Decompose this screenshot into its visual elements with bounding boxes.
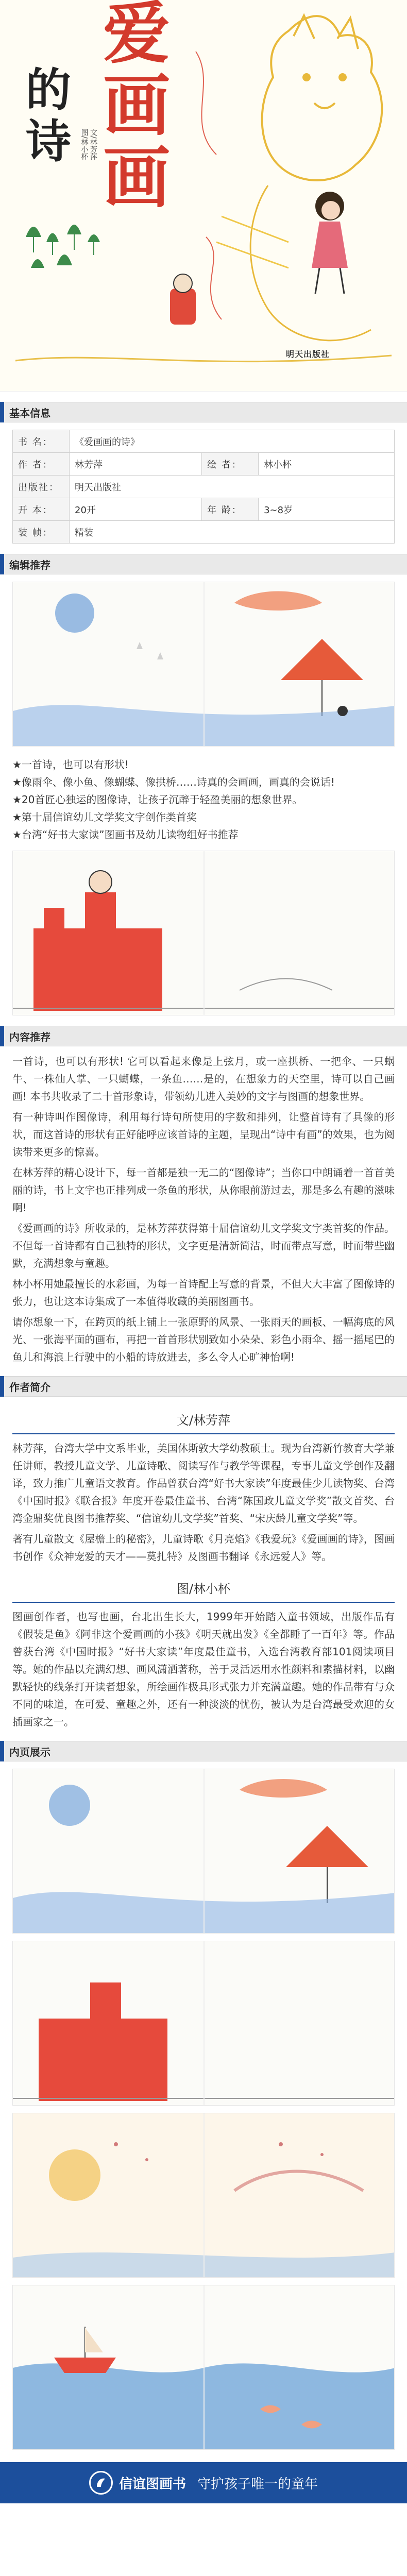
info-value: 20开 (70, 498, 202, 521)
cover-title-char-5: 诗 (26, 114, 72, 168)
spread-gutter (204, 2113, 205, 2277)
bio-paragraph: 林芳萍，台湾大学中文系毕业，美国休斯敦大学幼教硕士。现为台湾新竹教育大学兼任讲师，教授儿童文学、儿童诗歌、阅读写作与教学等课程，专事儿童文学创作及翻译，致力推广儿童语文教育。作品曾获台湾“好书大家读”年度最佳少儿读物奖、台湾《中国时报》《联合报》年度开卷最佳童书、台湾“陈国政儿童文学奖”散文首奖、台湾金鼎奖优良图书推荐奖、“信谊幼儿文学奖”首奖、“宋庆龄儿童文学奖”等。 (12, 1442, 395, 1524)
info-value: 林小杯 (259, 453, 395, 476)
info-value: 明天出版社 (70, 476, 395, 498)
content-paragraph: 有一种诗叫作图像诗，利用每行诗句所使用的字数和排列，让整首诗有了具像的形状，而这首诗的形状有正好能呼应该首诗的主题，呈现出“诗中有画”的效果，也为阅读带来更多的惊喜。 (12, 1111, 395, 1158)
illustration-spread (12, 2113, 395, 2278)
content-text (12, 1053, 395, 1366)
info-key: 作 者： (13, 453, 70, 476)
content-paragraph: 《爱画画的诗》所收录的，是林芳萍获得第十届信谊幼儿文学奖文字类首奖的作品。不但每一首诗都有自己独特的形状，文字更是清新简洁，时而带点写意，时而带些幽默，充满想象与童趣。 (12, 1222, 395, 1269)
section-accent-bar (0, 402, 4, 422)
section-author-intro (0, 1376, 407, 1397)
content-paragraph: 请你想象一下，在跨页的纸上铺上一张原野的风景、一张雨天的画板、一幅海底的风光、一张海平面的画布，再把一首首形状别致如小朵朵、彩色小雨伞、摇一摇尾巴的鱼儿和海浪上行驶中的小船的诗放进去，多么令人心旷神怡啊! (12, 1316, 395, 1363)
bio-paragraph: 著有儿童散文《屋檐上的秘密》，儿童诗歌《月亮焰》《我爱玩》《爱画画的诗》，图画书创作《众神宠爱的天才——莫扎特》及图画书翻译《永远爱人》等。 (12, 1533, 395, 1563)
cover-title-char-3: 画 (103, 138, 171, 217)
spread-gutter (204, 1941, 205, 2105)
footer-banner (0, 2462, 407, 2503)
spread-gutter (204, 2285, 205, 2449)
illustration-spread (12, 851, 395, 1015)
info-key: 开 本： (13, 498, 70, 521)
content-paragraph: 林小杯用她最擅长的水彩画，为每一首诗配上写意的背景，不但大大丰富了图像诗的张力，也让这本诗集成了一本值得收藏的美丽图画书。 (12, 1278, 395, 1308)
cover-illustration (0, 0, 407, 392)
cover-writer: 文/林芳萍 (89, 129, 97, 160)
writer-bio (12, 1439, 395, 1565)
section-title: 编辑推荐 (9, 558, 50, 571)
section-basic-info (0, 402, 407, 422)
info-value: 林芳萍 (70, 453, 202, 476)
illustration-spread (12, 1769, 395, 1934)
cover-illustrator: 图/林小杯 (80, 129, 89, 160)
illustrator-divider (12, 1602, 395, 1603)
cover-authors (80, 129, 97, 160)
rec-item: ★一首诗，也可以有形状! (12, 758, 129, 771)
section-accent-bar (0, 1026, 4, 1046)
rec-item: ★20首匠心独运的图像诗，让孩子沉醉于轻盈美丽的想象世界。 (12, 793, 303, 806)
content-paragraph: 一首诗，也可以有形状! 它可以看起来像是上弦月，或一座拱桥、一把伞、一只蜗牛、一株仙人掌、一只蝴蝶，一条鱼……是的，在想象力的天空里，诗可以自己画画! 本书共收录了二十首形象诗，带领幼儿进入美妙的文字与图画的想象世界。 (12, 1055, 395, 1103)
section-accent-bar (0, 554, 4, 574)
cover-title-char-4: 的 (26, 63, 72, 116)
info-row (13, 521, 395, 544)
section-title: 作者简介 (9, 1381, 50, 1394)
illustration-spread (12, 1941, 395, 2106)
cover-title-char-1: 爱 (103, 0, 171, 73)
section-inner-pages (0, 1741, 407, 1761)
illustration-spread (12, 582, 395, 747)
cover-publisher: 明天出版社 (285, 349, 330, 359)
info-key: 书 名： (13, 430, 70, 453)
editor-rec-list (12, 756, 395, 843)
section-editor-rec (0, 554, 407, 574)
illustrator-title: 图/林小杯 (176, 1582, 231, 1596)
info-row (13, 430, 395, 453)
spread-gutter (204, 1769, 205, 1933)
section-accent-bar (0, 1741, 4, 1761)
section-title: 基本信息 (9, 406, 50, 419)
rec-item: ★像雨伞、像小鱼、像蝴蝶、像拱桥……诗真的会画画，画真的会说话! (12, 776, 335, 788)
bio-paragraph: 图画创作者，也写也画，台北出生长大，1999年开始踏入童书领域，出版作品有《假装是鱼》《阿非这个爱画画的小孩》《明天就出发》《全都睡了一百年》等。作品曾获台湾《中国时报》“好书大家读”年度最佳童书，入选台湾教育部101阅读项目等。她的作品以充满幻想、画风潇洒著称，善于灵活运用水性颜料和素描材料，以幽默轻快的线条打开读者想象，所绘画作极具形式张力并充满童趣。她的作品带有与众不同的味道，在可爱、童趣之外，还有一种淡淡的忧伤，被认为是台湾最受欢迎的女插画家之一。 (12, 1611, 395, 1728)
info-key: 年 龄： (202, 498, 259, 521)
info-value: 精装 (70, 521, 395, 544)
rec-item: ★第十届信谊幼儿文学奖文字创作类首奖 (12, 811, 197, 823)
rec-item: ★台湾“好书大家读”图画书及幼儿读物组好书推荐 (12, 828, 239, 841)
footer-brand: 信谊图画书 (118, 2476, 186, 2492)
section-accent-bar (0, 1376, 4, 1397)
writer-title: 文/林芳萍 (176, 1413, 231, 1428)
section-title: 内容推荐 (9, 1030, 50, 1043)
info-row (13, 476, 395, 498)
info-row (13, 453, 395, 476)
spread-gutter (204, 582, 205, 746)
info-table (12, 430, 395, 544)
writer-divider (12, 1433, 395, 1434)
brand-logo-icon (89, 2471, 113, 2495)
illustration-spread (12, 2285, 395, 2450)
info-key: 装 帧： (13, 521, 70, 544)
info-value: 《爱画画的诗》 (70, 430, 395, 453)
cover-title-char-2: 画 (103, 66, 171, 145)
info-row (13, 498, 395, 521)
content-paragraph: 在林芳萍的精心设计下，每一首都是独一无二的“图像诗”；当你口中朗诵着一首首美丽的诗，书上文字也正排列成一条鱼的形状，从你眼前游过去，那是多么有趣的滋味啊! (12, 1166, 395, 1214)
section-title: 内页展示 (9, 1745, 50, 1758)
section-content (0, 1026, 407, 1046)
book-cover (0, 0, 407, 392)
info-value: 3~8岁 (259, 498, 395, 521)
info-key: 出版社： (13, 476, 70, 498)
info-key: 绘 者： (202, 453, 259, 476)
spread-gutter (204, 851, 205, 1015)
illustrator-bio (12, 1608, 395, 1731)
footer-slogan: 守护孩子唯一的童年 (197, 2476, 318, 2492)
